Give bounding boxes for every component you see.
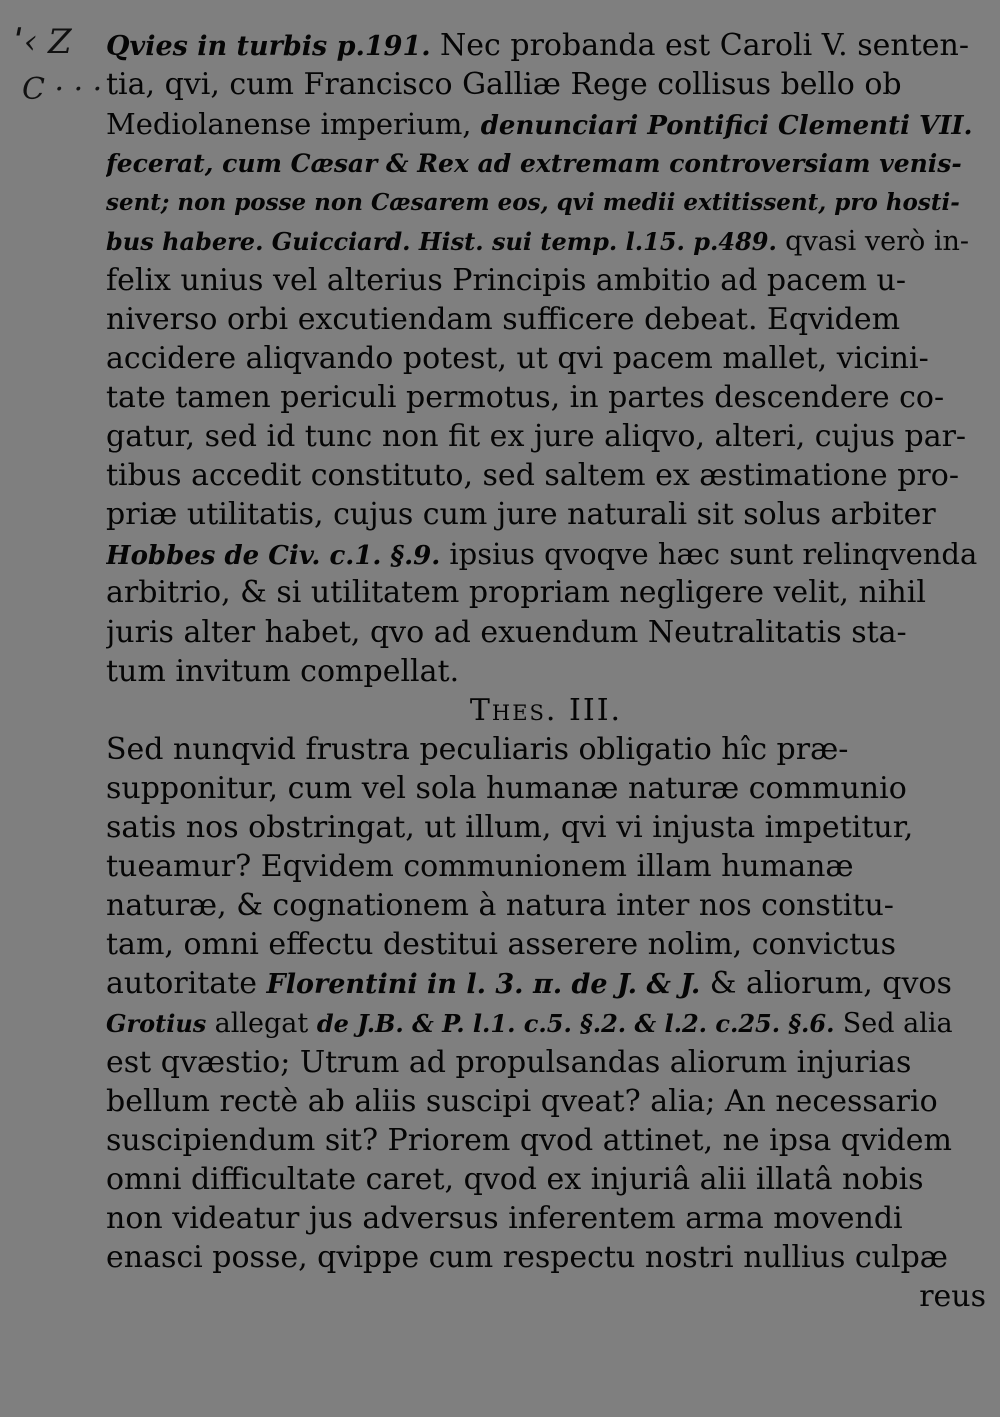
margin-note-line-1: ˈ‹ Z <box>14 22 72 62</box>
text-segment: accidere aliqvando potest, ut qvi pacem mallet, vicini- <box>106 340 929 376</box>
text-line <box>106 302 986 342</box>
text-line <box>106 732 986 772</box>
text-line <box>106 849 986 889</box>
italic-citation: Florentini in l. 3. π. de J. & J. <box>266 969 710 1001</box>
text-segment: qvasi verò in- <box>785 225 970 257</box>
body-text <box>106 28 986 1358</box>
text-segment: arbitrio, & si utilitatem propriam negligere velit, nihil <box>106 575 926 611</box>
text-segment: & aliorum, qvos <box>709 966 952 1002</box>
text-segment: tibus accedit constituto, sed saltem ex æstimatione pro- <box>106 458 959 494</box>
text-segment: naturæ, & cognationem à natura inter nos constitu- <box>106 888 894 924</box>
text-line <box>106 615 986 655</box>
text-line <box>106 67 986 107</box>
text-line <box>106 966 986 1006</box>
text-segment: omni difficultate caret, qvod ex injuriâ alii illatâ nobis <box>106 1161 924 1197</box>
italic-citation: bus habere. Guicciard. Hist. sui temp. l.15. p.489. <box>106 226 786 256</box>
text-segment: tia, qvi, cum Francisco Galliæ Rege collisus bello ob <box>106 67 902 103</box>
text-segment: priæ utilitatis, cujus cum jure naturali sit solus arbiter <box>106 497 936 533</box>
text-segment: juris alter habet, qvo ad exuendum Neutralitatis sta- <box>106 614 907 650</box>
text-segment: niverso orbi excutiendam sufficere debeat. Eqvidem <box>106 301 901 337</box>
text-segment: Sed nunqvid frustra peculiaris obligatio hîc præ- <box>106 731 849 767</box>
text-line <box>106 1045 986 1085</box>
catchword: reus <box>919 1279 986 1315</box>
text-line <box>106 419 986 459</box>
italic-citation: fecerat, cum Cæsar & Rex ad extremam controversiam venis- <box>106 149 962 179</box>
text-line <box>106 1162 986 1202</box>
text-line <box>106 184 986 224</box>
text-segment: Sed alia <box>842 1007 953 1039</box>
italic-citation: Hobbes de Civ. c.1. §.9. <box>106 541 450 572</box>
text-segment: bellum rectè ab aliis suscipi qveat? alia; An necessario <box>106 1083 938 1119</box>
text-segment: felix unius vel alterius Principis ambitio ad pacem u- <box>106 262 906 298</box>
text-segment: tueamur? Eqvidem communionem illam humanæ <box>106 849 854 885</box>
text-line <box>106 1201 986 1241</box>
text-line <box>106 458 986 498</box>
text-line <box>106 341 986 381</box>
text-segment: Mediolanense imperium, <box>106 107 481 142</box>
text-segment: tam, omni effectu destitui asserere nolim, convictus <box>106 927 897 963</box>
text-line <box>106 1006 986 1046</box>
text-line <box>106 1240 986 1280</box>
text-line <box>106 380 986 420</box>
text-line <box>106 28 986 68</box>
text-segment: autoritate <box>106 966 267 1002</box>
text-segment: ipsius qvoqve hæc sunt relinqvenda <box>449 537 978 572</box>
text-segment: tate tamen periculi permotus, in partes descendere co- <box>106 379 945 415</box>
text-line <box>106 810 986 850</box>
text-line <box>106 888 986 928</box>
text-segment: est qvæstio; Utrum ad propulsandas aliorum injurias <box>106 1044 912 1080</box>
text-line <box>106 927 986 967</box>
text-line <box>106 497 986 537</box>
italic-citation: Qvies in turbis p.191. <box>106 31 441 62</box>
section-heading: Thes. III. <box>469 692 623 728</box>
text-segment: non videatur jus adversus inferentem arma movendi <box>106 1201 903 1236</box>
text-segment: enasci posse, qvippe cum respectu nostri nullius culpæ <box>106 1240 948 1276</box>
text-line <box>106 771 986 811</box>
text-line <box>106 1279 986 1319</box>
text-line <box>106 224 986 264</box>
italic-citation: Grotius <box>106 1008 215 1038</box>
text-line <box>106 145 986 185</box>
text-segment: allegat <box>214 1007 317 1039</box>
text-line <box>106 575 986 615</box>
text-line <box>106 693 986 733</box>
text-line <box>106 1123 986 1163</box>
text-line <box>106 1084 986 1124</box>
italic-citation: de J.B. & P. l.1. c.5. §.2. & l.2. c.25. §.6. <box>316 1008 843 1038</box>
italic-citation: sent; non posse non Cæsarem eos, qvi medii extitissent, pro hosti- <box>106 189 960 217</box>
text-segment: Nec probanda est Caroli V. senten- <box>440 28 969 63</box>
text-line <box>106 106 986 146</box>
text-segment: suscipiendum sit? Priorem qvod attinet, ne ipsa qvidem <box>106 1122 952 1158</box>
text-segment: satis nos obstringat, ut illum, qvi vi injusta impetitur, <box>106 810 914 845</box>
text-segment: supponitur, cum vel sola humanæ naturæ communio <box>106 770 907 806</box>
handwritten-margin-note <box>8 14 120 124</box>
text-line <box>106 654 986 694</box>
text-line <box>106 263 986 303</box>
margin-note-line-2: C · · · <box>22 72 103 107</box>
text-line <box>106 536 986 576</box>
italic-citation: denunciari Pontifici Clementi VII. <box>480 111 973 142</box>
text-segment: gatur, sed id tunc non fit ex jure aliqvo, alteri, cujus par- <box>106 419 967 454</box>
text-segment: tum invitum compellat. <box>106 653 460 689</box>
